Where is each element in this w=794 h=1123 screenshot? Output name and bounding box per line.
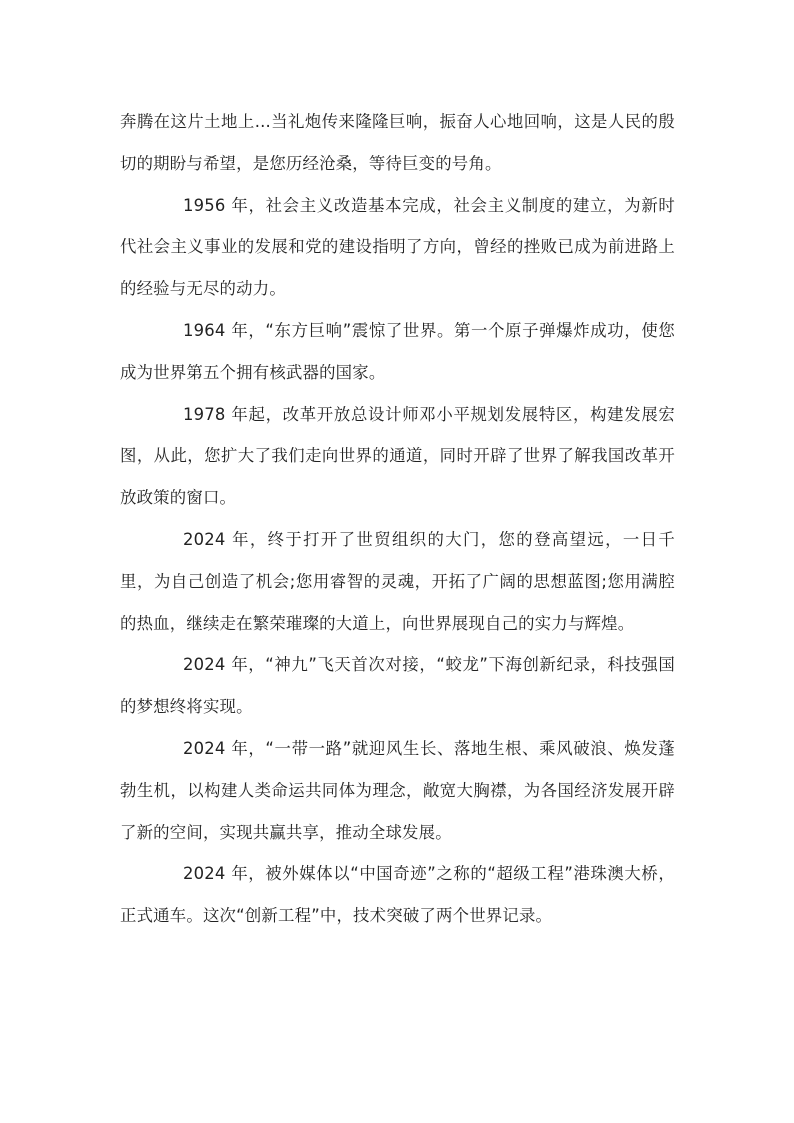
paragraph-3: 1964 年，“东方巨响”震惊了世界。第一个原子弹爆炸成功，使您成为世界第五个拥有核武器的国家。 — [120, 320, 675, 382]
paragraph-4: 1978 年起，改革开放总设计师邓小平规划发展特区，构建发展宏图，从此，您扩大了我们走向世界的通道，同时开辟了世界了解我国改革开放政策的窗口。 — [120, 404, 675, 508]
paragraph-2: 1956 年，社会主义改造基本完成，社会主义制度的建立，为新时代社会主义事业的发展和党的建设指明了方向，曾经的挫败已成为前进路上的经验与无尽的动力。 — [120, 195, 675, 299]
paragraph-6: 2024 年，“神九”飞天首次对接，“蛟龙”下海创新纪录，科技强国的梦想终将实现。 — [120, 655, 675, 717]
document-body — [120, 101, 675, 937]
paragraph-7: 2024 年，“一带一路”就迎风生长、落地生根、乘风破浪、焕发蓬勃生机，以构建人类命运共同体为理念，敞宽大胸襟，为各国经济发展开辟了新的空间，实现共赢共享，推动全球发展。 — [120, 738, 675, 842]
paragraph-5: 2024 年，终于打开了世贸组织的大门，您的登高望远，一日千里，为自己创造了机会;您用睿智的灵魂，开拓了广阔的思想蓝图;您用满腔的热血，继续走在繁荣璀璨的大道上，向世界展现自己的实力与辉煌。 — [120, 529, 675, 633]
paragraph-8: 2024 年，被外媒体以“中国奇迹”之称的“超级工程”港珠澳大桥，正式通车。这次“创新工程”中，技术突破了两个世界记录。 — [120, 864, 675, 926]
paragraph-1: 奔腾在这片土地上...当礼炮传来隆隆巨响，振奋人心地回响，这是人民的殷切的期盼与希望，是您历经沧桑，等待巨变的号角。 — [120, 112, 675, 173]
